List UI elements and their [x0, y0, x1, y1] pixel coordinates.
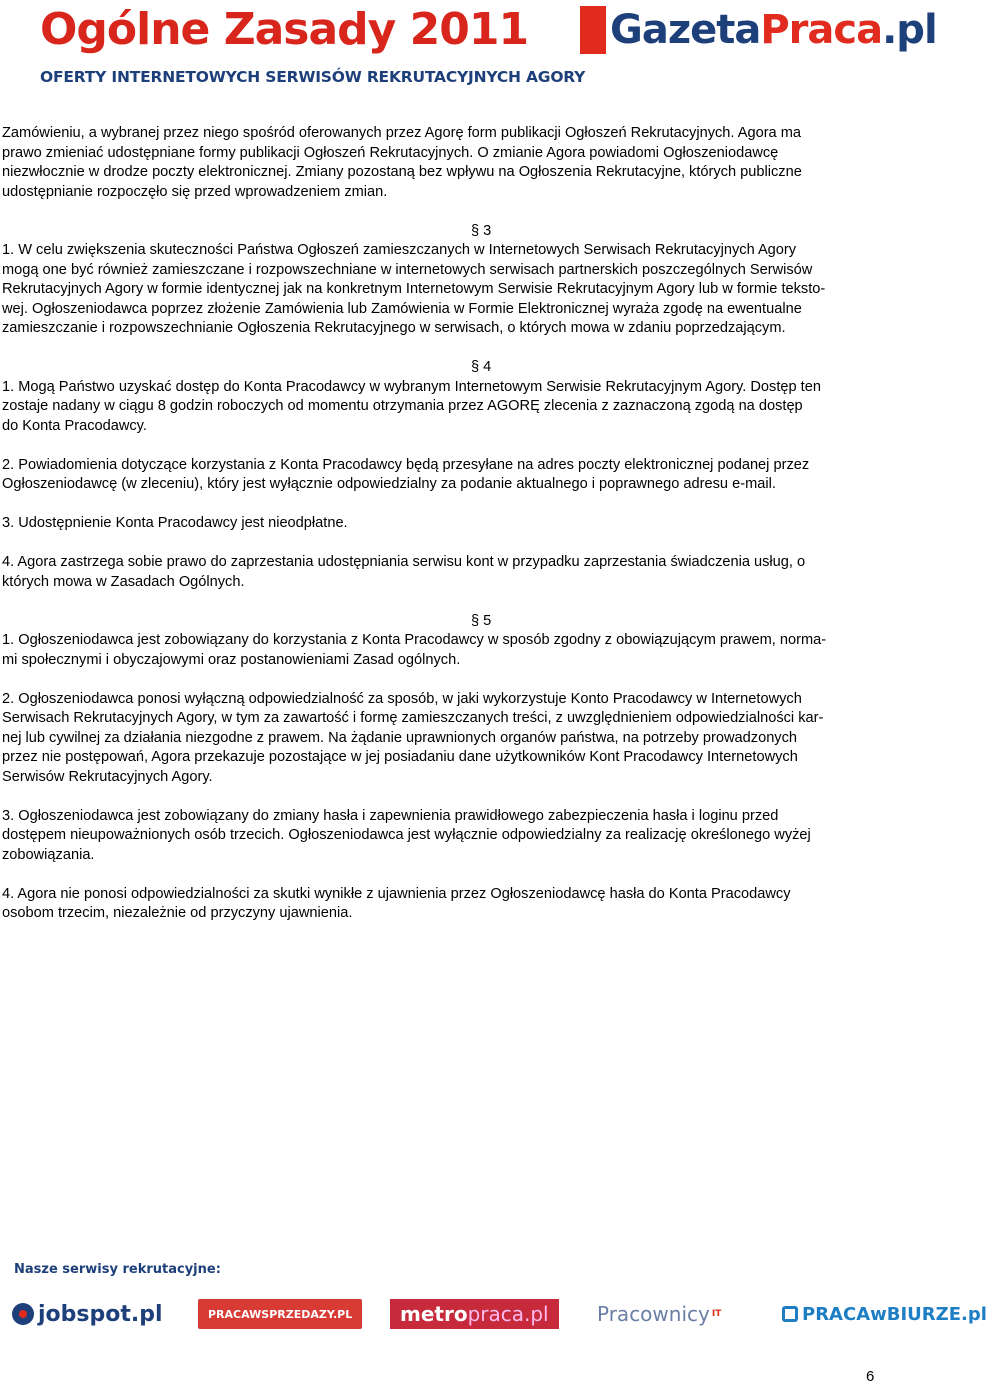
- footer-label: Nasze serwisy rekrutacyjne:: [14, 1262, 221, 1277]
- metropraca-logo-text-b: praca.pl: [467, 1302, 549, 1326]
- text-line: mi społecznymi i obyczajowymi oraz postanowieniami Zasad ogólnych.: [2, 651, 461, 668]
- section-4-paragraph-2: [2, 456, 958, 495]
- section-4-paragraph-4: [2, 553, 958, 592]
- pracawsprzedazy-logo-text: PRACAWSPRZEDAZY.PL: [208, 1307, 353, 1321]
- text-line: 1. Mogą Państwo uzyskać dostęp do Konta Pracodawcy w wybranym Internetowym Serwisie Rekrutacyjnym Agory. Dostęp ten: [2, 378, 821, 395]
- section-4-paragraph-3: [2, 514, 958, 534]
- text-line: 4. Agora zastrzega sobie prawo do zaprzestania udostępniania serwisu kont w przypadku zaprzestania świadczenia usług, o: [2, 554, 806, 570]
- text-line: Rekrutacyjnych Agory w formie identycznej jak na konkretnym Internetowym Serwisie Rekrutacyjnym Agory lub w formie teksto-: [2, 281, 826, 297]
- text-line: udostępnianie rozpoczęło się przed wprowadzeniem zmian.: [2, 183, 388, 200]
- section-5-paragraph-2: [2, 690, 958, 788]
- intro-paragraph: [2, 124, 958, 202]
- section-5-heading: § 5: [471, 612, 492, 629]
- text-line: przez nie postępowań, Agora przekazuje pozostające w jej posiadaniu dane użytkowników Kont Pracodawcy Internetowych: [2, 749, 798, 765]
- document-subtitle: OFERTY INTERNETOWYCH SERWISÓW REKRUTACYJNYCH AGORY: [40, 68, 586, 86]
- text-line: 3. Udostępnienie Konta Pracodawcy jest nieodpłatne.: [2, 515, 348, 531]
- section-4-paragraph-1: [2, 378, 958, 437]
- section-4-heading: § 4: [471, 359, 492, 375]
- text-line: 1. W celu zwiększenia skuteczności Państwa Ogłoszeń zamieszczanych w Internetowych Serwisach Rekrutacyjnych Agory: [2, 242, 797, 258]
- jobspot-icon: [12, 1303, 34, 1325]
- section-3-paragraph-1: [2, 241, 958, 339]
- metropraca-logo-text-a: metro: [400, 1302, 468, 1326]
- text-line: niezwłocznie w drodze poczty elektronicznej. Zmiany pozostaną bez wpływu na Ogłoszenia Rekrutacyjne, których publiczne: [2, 164, 802, 180]
- section-5-paragraph-3: [2, 807, 958, 866]
- text-line: 4. Agora nie ponosi odpowiedzialności za skutki wynikłe z ujawnienia przez Ogłoszeniodawcę hasła do Konta Pracodawcy: [2, 885, 791, 902]
- text-line: zobowiązania.: [2, 846, 95, 863]
- metropraca-logo[interactable]: [390, 1299, 559, 1329]
- document-title: Ogólne Zasady 2011: [40, 4, 529, 55]
- text-line: zamieszczanie i rozpowszechnianie Ogłoszenia Rekrutacyjnego w serwisach, o których mowa w zdaniu poprzedzającym.: [2, 320, 786, 336]
- pracownicyit-logo-sup: IT: [711, 1309, 722, 1319]
- pracownicyit-logo-text: Pracownicy: [597, 1302, 710, 1326]
- document-body: [2, 124, 958, 924]
- logo-text-gazeta: Gazeta: [610, 7, 761, 53]
- text-line: osobom trzecim, niezależnie od przyczyny ujawnienia.: [2, 905, 353, 921]
- text-line: prawo zmieniać udostępniane formy publikacji Ogłoszeń Rekrutacyjnych. O zmianie Agora powiadomi Ogłoszeniodawcę: [2, 144, 779, 161]
- text-line: Serwisów Rekrutacyjnych Agory.: [2, 768, 213, 785]
- text-line: wej. Ogłoszeniodawca poprzez złożenie Zamówienia lub Zamówienia w Formie Elektronicznej wyraża zgodę na ewentualne: [2, 300, 802, 317]
- text-line: do Konta Pracodawcy.: [2, 417, 147, 434]
- jobspot-logo-text: jobspot.pl: [38, 1301, 163, 1327]
- pracawbiurze-icon: [782, 1306, 798, 1322]
- page-number: 6: [866, 1368, 875, 1385]
- gazetapraca-logo-mark: [580, 6, 606, 54]
- text-line: Ogłoszeniodawcę (w zleceniu), który jest wyłącznie odpowiedzialny za podanie aktualnego i poprawnego adresu e-mail.: [2, 476, 776, 492]
- logo-text-pl: .pl: [882, 7, 937, 53]
- text-line: zostaje nadany w ciągu 8 godzin roboczych od momentu otrzymania przez AGORĘ zlecenia z zaznaczoną zgodą na dostęp: [2, 398, 803, 414]
- pracawbiurze-logo[interactable]: [782, 1296, 987, 1332]
- logo-text-praca: Praca: [760, 7, 883, 53]
- text-line: 3. Ogłoszeniodawca jest zobowiązany do zmiany hasła i zapewnienia prawidłowego zabezpieczenia hasła i loginu przed: [2, 807, 779, 824]
- text-line: 1. Ogłoszeniodawca jest zobowiązany do korzystania z Konta Pracodawcy w sposób zgodny z obowiązującym prawem, norma-: [2, 632, 827, 648]
- text-line: 2. Powiadomienia dotyczące korzystania z Konta Pracodawcy będą przesyłane na adres poczty elektronicznej podanej przez: [2, 456, 810, 473]
- jobspot-logo[interactable]: [12, 1296, 163, 1332]
- text-line: mogą one być również zamieszczane i rozpowszechniane w internetowych serwisach partnerskich poszczególnych Serwisów: [2, 261, 813, 278]
- partner-logos: [12, 1296, 987, 1336]
- section-3-heading: § 3: [471, 222, 492, 239]
- text-line: Zamówieniu, a wybranej przez niego spośród oferowanych przez Agorę form publikacji Ogłoszeń Rekrutacyjnych. Agora ma: [2, 125, 801, 141]
- gazetapraca-logo: [580, 4, 937, 56]
- text-line: dostępem nieupoważnionych osób trzecich. Ogłoszeniodawca jest wyłącznie odpowiedzialny za realizację określonego wyżej: [2, 827, 811, 843]
- text-line: Serwisach Rekrutacyjnych Agory, w tym za zawartość i formę zamieszczanych treści, z uwzględnieniem odpowiedzialności kar-: [2, 710, 824, 726]
- pracawbiurze-logo-text: PRACAwBIURZE.pl: [802, 1303, 987, 1325]
- text-line: których mowa w Zasadach Ogólnych.: [2, 573, 245, 590]
- text-line: 2. Ogłoszeniodawca ponosi wyłączną odpowiedzialność za sposób, w jaki wykorzystuje Konto Pracodawcy w Internetowych: [2, 690, 802, 707]
- pracawsprzedazy-logo[interactable]: [198, 1299, 362, 1329]
- pracownicyit-logo[interactable]: [597, 1296, 721, 1332]
- section-5-paragraph-4: [2, 885, 958, 924]
- section-5-paragraph-1: [2, 631, 958, 670]
- text-line: nej lub cywilnej za działania niezgodne z prawem. Na żądanie uprawnionych organów państwa, na potrzeby prowadzonych: [2, 729, 798, 746]
